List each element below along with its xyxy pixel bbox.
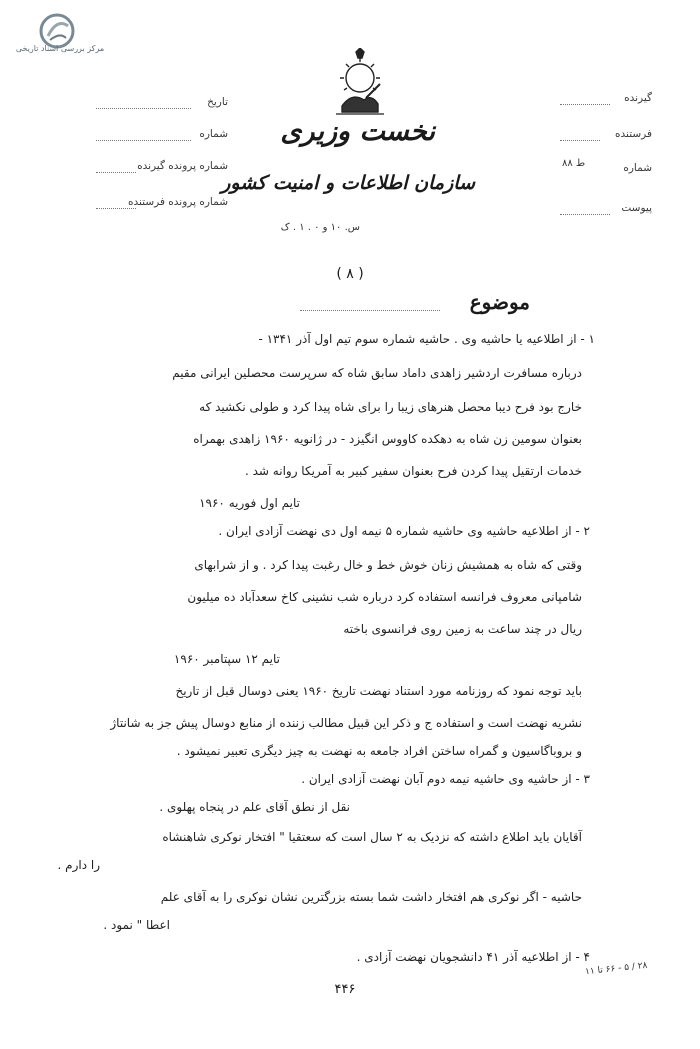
field-number-value: ط ۸۸ [562, 158, 586, 169]
ministry-title: نخست وزیری [280, 116, 435, 147]
field-date-label: تاریخ [207, 96, 228, 108]
body-line: آقایان باید اطلاع داشته که نزدیک به ۲ سال است که سعتقیا " افتخار نوکری شاهنشاه [162, 830, 582, 844]
field-attachment-label: پیوست [621, 202, 652, 214]
body-line: وقتی که شاه به همشیش زنان خوش خط و خال رغبت پیدا کرد . و از شرابهای [194, 558, 582, 572]
body-line: را دارم . [57, 858, 100, 872]
body-line: ریال در چند ساعت به زمین روی فرانسوی باخته [343, 622, 582, 636]
field-recipient-label: گیرنده [624, 92, 652, 104]
body-line: و بروباگاسیون و گمراه ساختن افراد جامعه به نهضت به چیز دیگری تعبیر نمیشود . [176, 744, 582, 758]
body-line: بعنوان سومین زن شاه به دهکده کاووس انگیزد - در ژانویه ۱۹۶۰ زاهدی بهمراه [193, 432, 582, 446]
page-number: ۴۴۶ [334, 982, 356, 997]
subject-label: موضوع [469, 290, 530, 314]
body-line: حاشیه - اگر نوکری هم افتخار داشت شما بسته بزرگترین نشان نوکری را به آقای علم [160, 890, 582, 904]
body-line: ۲ - از اطلاعیه حاشیه وی حاشیه شماره ۵ نیمه اول دی نهضت آزادی ایران . [218, 524, 590, 538]
body-line: خدمات ارتقیل پیدا کردن فرح بعنوان سفیر کبیر به آمریکا روانه شد . [245, 464, 582, 478]
field-letter-number-label: شماره [199, 128, 228, 140]
page-marker: ( ۸ ) [336, 266, 364, 282]
body-line: شامپانی معروف فرانسه استفاده کرد درباره شب نشینی کاخ سعدآباد ده میلیون [187, 590, 582, 604]
body-line: نقل از نطق آقای علم در پنجاه پهلوی . [159, 800, 350, 814]
body-line: تایم اول فوریه ۱۹۶۰ [199, 496, 300, 510]
body-line: درباره مسافرت اردشیر زاهدی داماد سابق شاه که سرپرست محصلین ایرانی مقیم [172, 366, 582, 380]
body-line: خارج بود فرح دیبا محصل هنرهای زیبا را برای شاه پیدا کرد و طولی نکشید که [199, 400, 582, 414]
reference-code: س. ۱۰ و ۰ . ۱ . ک [280, 222, 360, 233]
field-sender-label: فرستنده [615, 128, 652, 140]
field-number-label: شماره [623, 162, 652, 174]
field-recipient-file-label: شماره پرونده گیرنده [137, 160, 228, 172]
body-line: اعطا " نمود . [103, 918, 170, 932]
body-line: ۴ - از اطلاعیه آذر ۴۱ دانشجویان نهضت آزادی . [356, 950, 590, 964]
body-line: نشریه نهضت است و استفاده ج و ذکر این قبیل مطالب زننده از منابع دوسال پیش جز به شانتاژ [110, 716, 582, 730]
body-line: ۱ - از اطلاعیه یا حاشیه وی . حاشیه شماره سوم تیم اول آذر ۱۳۴۱ - [258, 332, 595, 346]
body-line: تایم ۱۲ سپتامبر ۱۹۶۰ [173, 652, 280, 666]
body-line: ۳ - از حاشیه وی حاشیه نیمه دوم آبان نهضت آزادی ایران . [301, 772, 590, 786]
agency-title: سازمان اطلاعات و امنیت کشور [221, 172, 475, 194]
body-line: باید توجه نمود که روزنامه مورد استناد نهضت تاریخ ۱۹۶۰ یعنی دوسال قبل از تاریخ [175, 684, 582, 698]
field-sender-file-label: شماره پرونده فرستنده [128, 196, 228, 208]
margin-code: ۲۸ / ۵ - ۶۶ تا ۱۱ [584, 960, 648, 978]
watermark-text: مرکز بررسی اسناد تاریخی [15, 44, 105, 53]
